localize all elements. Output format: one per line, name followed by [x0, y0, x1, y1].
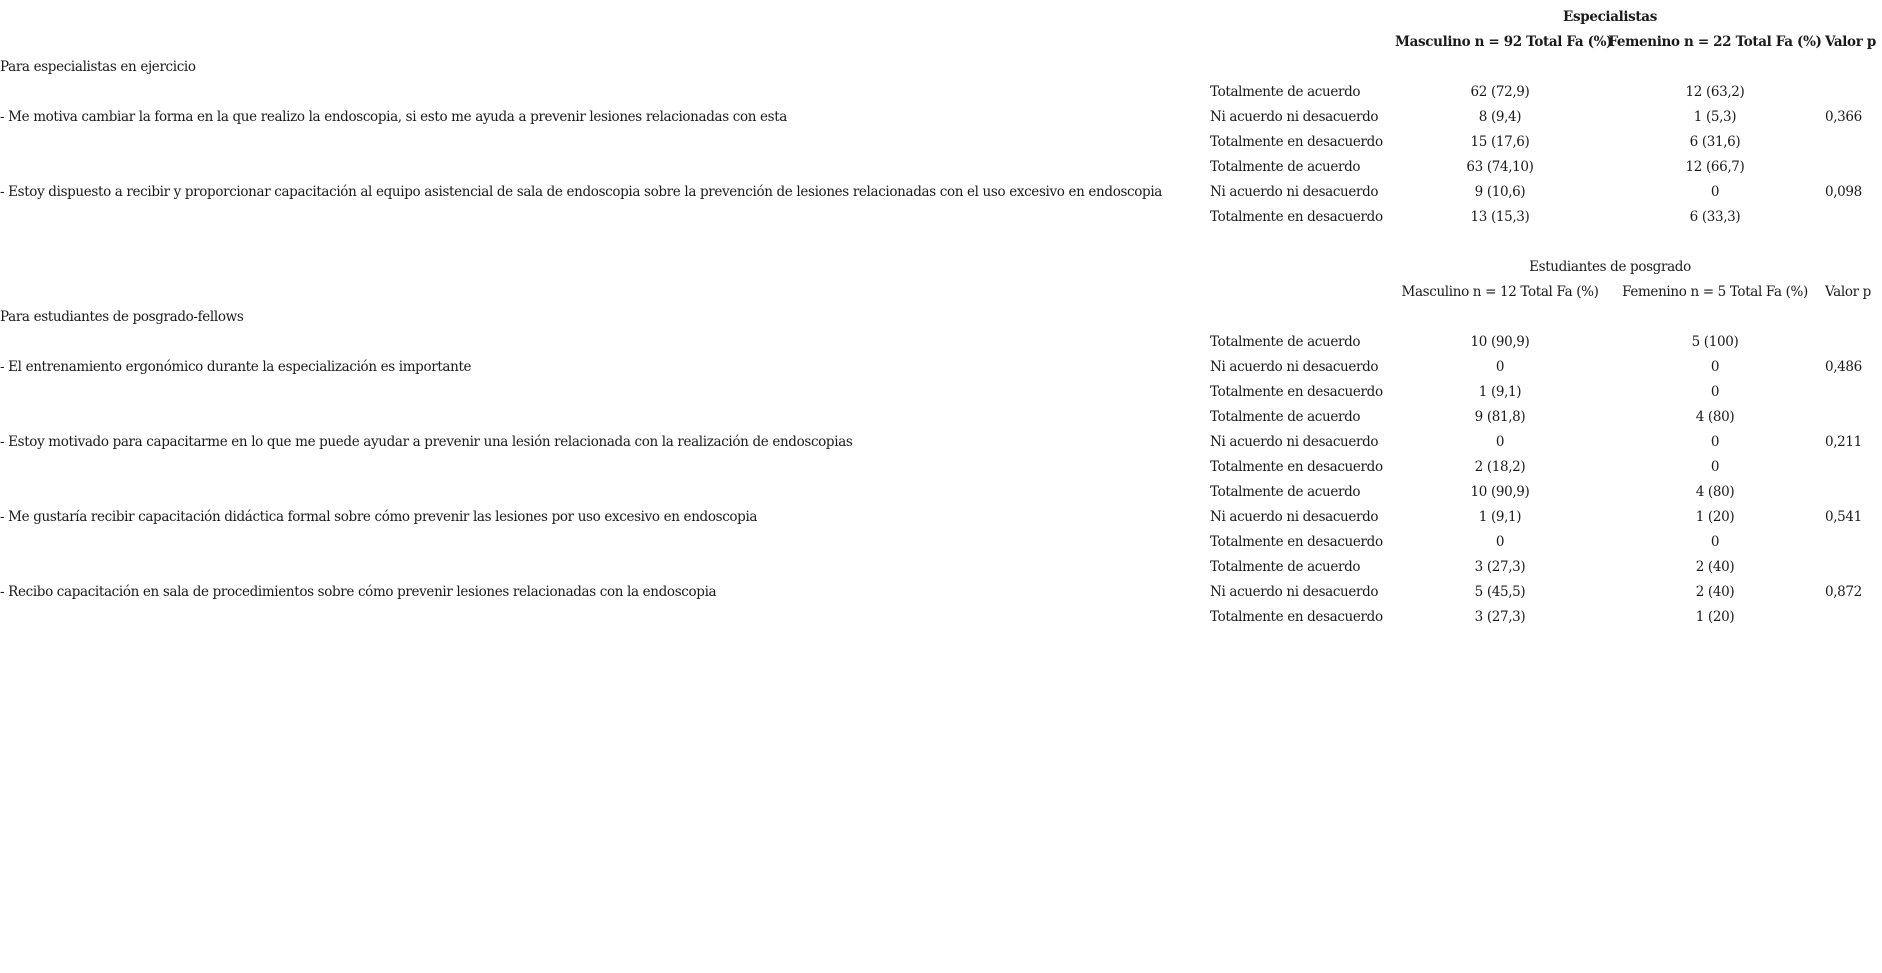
table-row [0, 505, 1882, 530]
question-text: - Me motiva cambiar la forma en la que realizo la endoscopia, si esto me ayuda a prevenir lesiones relacionadas con esta [0, 109, 788, 125]
fellows-section-title: Para estudiantes de posgrado-fellows [0, 309, 244, 325]
response-label: Totalmente de acuerdo [1210, 484, 1361, 500]
p-value: 0,541 [1825, 509, 1862, 525]
specialists-pvalue-header: Valor p [1825, 34, 1876, 50]
response-label: Ni acuerdo ni desacuerdo [1210, 359, 1379, 375]
female-value: 2 (40) [1695, 584, 1735, 600]
table-row [0, 455, 1882, 480]
table-row [0, 580, 1882, 605]
table-row [0, 80, 1882, 105]
table-row [0, 430, 1882, 455]
question-text: - Estoy dispuesto a recibir y proporcionar capacitación al equipo asistencial de sala de endoscopia sobre la prevención de lesiones relacionadas con el uso excesivo en endoscopia [0, 184, 1162, 200]
male-value: 1 (9,1) [1478, 384, 1522, 400]
male-value: 0 [1495, 359, 1505, 375]
specialists-section-title: Para especialistas en ejercicio [0, 59, 196, 75]
male-value: 8 (9,4) [1478, 109, 1522, 125]
table-row [0, 330, 1882, 355]
response-label: Ni acuerdo ni desacuerdo [1210, 434, 1379, 450]
question-text: - Estoy motivado para capacitarme en lo que me puede ayudar a prevenir una lesión relacionada con la realización de endoscopias [0, 434, 853, 450]
male-value: 0 [1495, 434, 1505, 450]
table-row [0, 355, 1882, 380]
question-text: - El entrenamiento ergonómico durante la especialización es importante [0, 359, 472, 375]
p-value: 0,872 [1825, 584, 1862, 600]
fellows-column-header-row [0, 280, 1882, 305]
male-value: 3 (27,3) [1474, 559, 1526, 575]
specialists-group-title: Especialistas [1563, 9, 1657, 25]
male-value: 5 (45,5) [1474, 584, 1526, 600]
female-value: 12 (66,7) [1685, 159, 1745, 175]
male-value: 9 (10,6) [1474, 184, 1526, 200]
female-value: 2 (40) [1695, 559, 1735, 575]
male-value: 10 (90,9) [1470, 334, 1530, 350]
male-value: 1 (9,1) [1478, 509, 1522, 525]
table-row [0, 530, 1882, 555]
male-value: 0 [1495, 534, 1505, 550]
fellows-section-row [0, 305, 1882, 330]
response-label: Totalmente en desacuerdo [1210, 534, 1383, 550]
fellows-group-header-row [0, 255, 1882, 280]
response-label: Totalmente en desacuerdo [1210, 609, 1383, 625]
table-row [0, 205, 1882, 230]
table-row [0, 555, 1882, 580]
table-row [0, 130, 1882, 155]
response-label: Totalmente en desacuerdo [1210, 384, 1383, 400]
specialists-female-header: Femenino n = 22 Total Fa (%) [1608, 34, 1822, 50]
female-value: 0 [1710, 434, 1720, 450]
response-label: Ni acuerdo ni desacuerdo [1210, 109, 1379, 125]
response-label: Totalmente de acuerdo [1210, 84, 1361, 100]
fellows-group-title: Estudiantes de posgrado [1529, 259, 1691, 275]
female-value: 4 (80) [1695, 409, 1735, 425]
fellows-male-header: Masculino n = 12 Total Fa (%) [1401, 284, 1599, 300]
female-value: 0 [1710, 184, 1720, 200]
male-value: 10 (90,9) [1470, 484, 1530, 500]
female-value: 1 (20) [1695, 509, 1735, 525]
specialists-group-header-row [0, 5, 1882, 30]
table-row [0, 405, 1882, 430]
fellows-female-header: Femenino n = 5 Total Fa (%) [1622, 284, 1808, 300]
fellows-pvalue-header: Valor p [1825, 284, 1871, 300]
p-value: 0,211 [1825, 434, 1862, 450]
response-label: Totalmente en desacuerdo [1210, 459, 1383, 475]
specialists-male-header: Masculino n = 92 Total Fa (%) [1395, 34, 1613, 50]
male-value: 63 (74,10) [1466, 159, 1534, 175]
survey-results-table [0, 5, 1882, 630]
female-value: 0 [1710, 359, 1720, 375]
response-label: Totalmente de acuerdo [1210, 334, 1361, 350]
female-value: 0 [1710, 384, 1720, 400]
female-value: 0 [1710, 459, 1720, 475]
table-row [0, 605, 1882, 630]
response-label: Ni acuerdo ni desacuerdo [1210, 509, 1379, 525]
female-value: 5 (100) [1691, 334, 1739, 350]
question-text: - Recibo capacitación en sala de procedimientos sobre cómo prevenir lesiones relacionadas con la endoscopia [0, 584, 717, 600]
female-value: 4 (80) [1695, 484, 1735, 500]
response-label: Ni acuerdo ni desacuerdo [1210, 184, 1379, 200]
response-label: Totalmente de acuerdo [1210, 409, 1361, 425]
response-label: Totalmente de acuerdo [1210, 159, 1361, 175]
p-value: 0,098 [1825, 184, 1862, 200]
spacer-row [0, 230, 1882, 255]
male-value: 62 (72,9) [1470, 84, 1530, 100]
female-value: 6 (31,6) [1689, 134, 1741, 150]
female-value: 0 [1710, 534, 1720, 550]
response-label: Totalmente en desacuerdo [1210, 209, 1383, 225]
male-value: 2 (18,2) [1474, 459, 1526, 475]
male-value: 13 (15,3) [1470, 209, 1530, 225]
specialists-column-header-row [0, 30, 1882, 55]
table-row [0, 105, 1882, 130]
p-value: 0,366 [1825, 109, 1862, 125]
male-value: 15 (17,6) [1470, 134, 1530, 150]
table-row [0, 155, 1882, 180]
female-value: 1 (20) [1695, 609, 1735, 625]
response-label: Ni acuerdo ni desacuerdo [1210, 584, 1379, 600]
response-label: Totalmente de acuerdo [1210, 559, 1361, 575]
male-value: 3 (27,3) [1474, 609, 1526, 625]
male-value: 9 (81,8) [1474, 409, 1526, 425]
female-value: 1 (5,3) [1693, 109, 1737, 125]
table-row [0, 380, 1882, 405]
female-value: 6 (33,3) [1689, 209, 1741, 225]
question-text: - Me gustaría recibir capacitación didáctica formal sobre cómo prevenir las lesiones por uso excesivo en endoscopia [0, 509, 758, 525]
response-label: Totalmente en desacuerdo [1210, 134, 1383, 150]
table-row [0, 480, 1882, 505]
female-value: 12 (63,2) [1685, 84, 1745, 100]
table-row [0, 180, 1882, 205]
p-value: 0,486 [1825, 359, 1862, 375]
specialists-section-row [0, 55, 1882, 80]
